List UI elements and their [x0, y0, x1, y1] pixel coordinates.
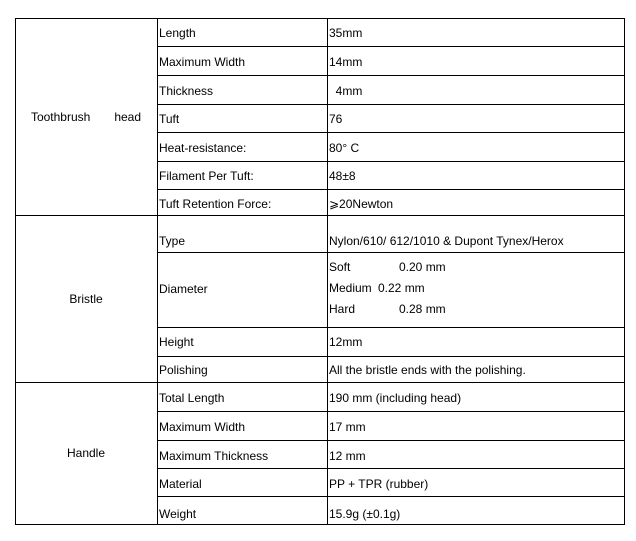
label-type: Type: [159, 234, 186, 248]
label-total-length: Total Length: [159, 391, 225, 405]
section-title-right: head: [114, 110, 142, 124]
spec-table: [15, 18, 625, 525]
label-tuft-retention-force: Tuft Retention Force:: [159, 197, 272, 211]
diameter-option-hard: [329, 302, 446, 316]
label-thickness: Thickness: [159, 84, 214, 98]
section-title-toothbrush-head: [15, 110, 157, 124]
label-filament-per-tuft: Filament Per Tuft:: [159, 169, 254, 183]
section-title-left: Toothbrush: [30, 110, 91, 124]
section-title-bristle: Bristle: [69, 292, 103, 306]
label-material: Material: [159, 477, 202, 491]
label-maximum-width: Maximum Width: [159, 55, 246, 69]
label-heat-resistance: Heat-resistance:: [159, 141, 247, 155]
label-length: Length: [159, 26, 196, 40]
value-total-length: 190 mm (including head): [329, 391, 462, 405]
diameter-option-size: 0.22 mm: [378, 281, 425, 295]
label-maximum-thickness: Maximum Thickness: [159, 449, 269, 463]
value-tuft: 76: [329, 112, 343, 126]
diameter-option-name: Soft: [329, 260, 351, 274]
label-diameter: Diameter: [159, 282, 208, 296]
value-handle-maximum-width: 17 mm: [329, 420, 366, 434]
value-maximum-thickness: 12 mm: [329, 449, 366, 463]
label-height: Height: [159, 335, 194, 349]
value-polishing: All the bristle ends with the polishing.: [329, 363, 526, 377]
section-title-handle: Handle: [66, 446, 106, 460]
value-tuft-retention-force: ⩾20Newton: [329, 197, 394, 211]
value-thickness: 4mm: [329, 84, 363, 98]
value-length: 35mm: [329, 26, 363, 40]
label-weight: Weight: [159, 507, 197, 521]
value-filament-per-tuft: 48±8: [329, 169, 356, 183]
label-polishing: Polishing: [159, 363, 208, 377]
value-weight: 15.9g (±0.1g): [329, 507, 401, 521]
diameter-option-name: Hard: [329, 302, 356, 316]
value-material: PP + TPR (rubber): [329, 477, 429, 491]
label-handle-maximum-width: Maximum Width: [159, 420, 246, 434]
value-heat-resistance: 80° C: [329, 141, 360, 155]
value-maximum-width: 14mm: [329, 55, 363, 69]
diameter-option-size: 0.28 mm: [399, 302, 446, 316]
value-height: 12mm: [329, 335, 363, 349]
label-tuft: Tuft: [159, 112, 180, 126]
value-type: Nylon/610/ 612/1010 & Dupont Tynex/Herox: [329, 234, 564, 248]
diameter-option-medium: Medium 0.22 mm: [329, 281, 425, 295]
diameter-option-size: 0.20 mm: [399, 260, 446, 274]
diameter-option-soft: [329, 260, 446, 274]
